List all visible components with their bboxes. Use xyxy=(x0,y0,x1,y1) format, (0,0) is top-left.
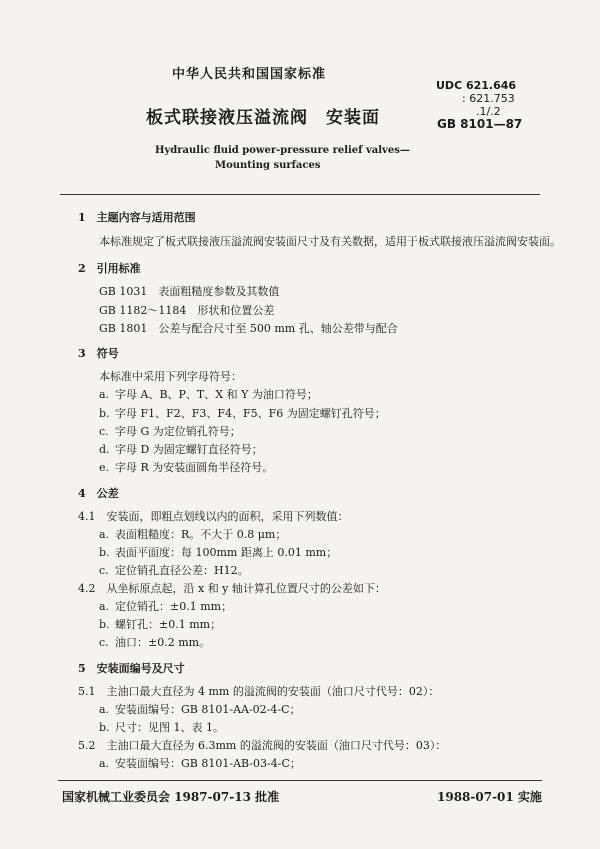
item-text: 尺寸：见图 1、表 1。 xyxy=(115,721,224,734)
udc-code-line2: : 621.753 xyxy=(462,92,515,105)
reference-item: GB 1801 公差与配合尺寸至 500 mm 孔、轴公差带与配合 xyxy=(99,322,398,335)
section-1-heading: 1 主题内容与适用范围 xyxy=(78,211,196,224)
item-text: 表面粗糙度：R。不大于 0.8 μm； xyxy=(115,528,287,541)
item-text: 螺钉孔：±0.1 mm； xyxy=(115,618,222,631)
item-text: 字母 A、B、P、T、X 和 Y 为油口符号； xyxy=(115,388,318,401)
footer-divider xyxy=(58,780,542,781)
section-5-heading: 5 安装面编号及尺寸 xyxy=(78,662,185,675)
item-text: 字母 R 为安装面圆角半径符号。 xyxy=(115,461,274,474)
item-label: a. xyxy=(99,703,110,716)
item-text: 字母 G 为定位销孔符号； xyxy=(115,425,241,438)
item-text: 定位销孔：±0.1 mm； xyxy=(115,600,233,613)
document-title-en-line2: Mounting surfaces xyxy=(215,160,321,171)
item-label: c. xyxy=(99,564,109,577)
section-1-paragraph: 本标准规定了板式联接液压溢流阀安装面尺寸及有关数据，适用于板式联接液压溢流阀安装面。 xyxy=(99,235,561,248)
item-text: 油口：±0.2 mm。 xyxy=(115,636,211,649)
tolerance-list-item xyxy=(99,616,221,632)
gb-standard-number: GB 8101—87 xyxy=(437,117,523,131)
item-text: 字母 D 为固定螺钉直径符号； xyxy=(115,443,263,456)
item-label: d. xyxy=(99,443,110,456)
item-text: 安装面编号：GB 8101-AB-03-4-C； xyxy=(115,757,301,770)
clause-4-2: 4.2 从坐标原点起，沿 x 和 y 轴计算孔位置尺寸的公差如下： xyxy=(78,582,386,595)
header-divider xyxy=(60,194,540,195)
mounting-list-item xyxy=(99,719,224,735)
section-4-heading: 4 公差 xyxy=(78,487,119,500)
item-label: a. xyxy=(99,600,110,613)
tolerance-list-item xyxy=(99,562,249,578)
udc-code-line3: .1/.2 xyxy=(476,105,501,118)
mounting-list-item xyxy=(99,701,301,717)
approval-date: 国家机械工业委员会 1987-07-13 批准 xyxy=(62,790,280,804)
item-label: c. xyxy=(99,636,109,649)
clause-4-1: 4.1 安装面，即粗点划线以内的面积，采用下列数值： xyxy=(78,510,349,523)
item-label: b. xyxy=(99,618,110,631)
item-label: b. xyxy=(99,721,110,734)
reference-item: GB 1031 表面粗糙度参数及其数值 xyxy=(99,285,280,298)
tolerance-list-item xyxy=(99,526,286,542)
tolerance-list-item xyxy=(99,544,337,560)
item-label: a. xyxy=(99,757,110,770)
section-3-heading: 3 符号 xyxy=(78,347,119,360)
mounting-list-item xyxy=(99,755,301,771)
item-label: c. xyxy=(99,425,109,438)
symbol-list-item xyxy=(99,459,273,475)
symbol-list-item xyxy=(99,441,263,457)
effective-date: 1988-07-01 实施 xyxy=(437,790,542,804)
tolerance-list-item xyxy=(99,598,232,614)
symbol-list-item xyxy=(99,405,386,421)
item-label: a. xyxy=(99,388,110,401)
section-3-intro: 本标准中采用下列字母符号： xyxy=(99,370,242,383)
udc-code-line1: UDC 621.646 xyxy=(436,79,517,92)
section-2-heading: 2 引用标准 xyxy=(78,262,141,275)
issuing-authority: 中华人民共和国国家标准 xyxy=(172,67,327,82)
symbol-list-item xyxy=(99,386,318,402)
item-text: 安装面编号：GB 8101-AA-02-4-C； xyxy=(115,703,301,716)
clause-5-2: 5.2 主油口最大直径为 6.3mm 的溢流阀的安装面（油口尺寸代号：03）： xyxy=(78,739,447,752)
item-label: b. xyxy=(99,407,110,420)
clause-5-1: 5.1 主油口最大直径为 4 mm 的溢流阀的安装面（油口尺寸代号：02）： xyxy=(78,685,440,698)
tolerance-list-item xyxy=(99,634,210,650)
document-title-cn: 板式联接液压溢流阀 安装面 xyxy=(146,108,380,128)
symbol-list-item xyxy=(99,423,241,439)
item-text: 表面平面度：每 100mm 距离上 0.01 mm； xyxy=(115,546,338,559)
item-text: 字母 F1、F2、F3、F4、F5、F6 为固定螺钉孔符号； xyxy=(115,407,386,420)
document-title-en-line1: Hydraulic fluid power-pressure relief valves— xyxy=(155,145,410,156)
item-label: b. xyxy=(99,546,110,559)
item-label: e. xyxy=(99,461,110,474)
reference-item: GB 1182～1184 形状和位置公差 xyxy=(99,304,275,317)
item-text: 定位销孔直径公差：H12。 xyxy=(115,564,249,577)
item-label: a. xyxy=(99,528,110,541)
